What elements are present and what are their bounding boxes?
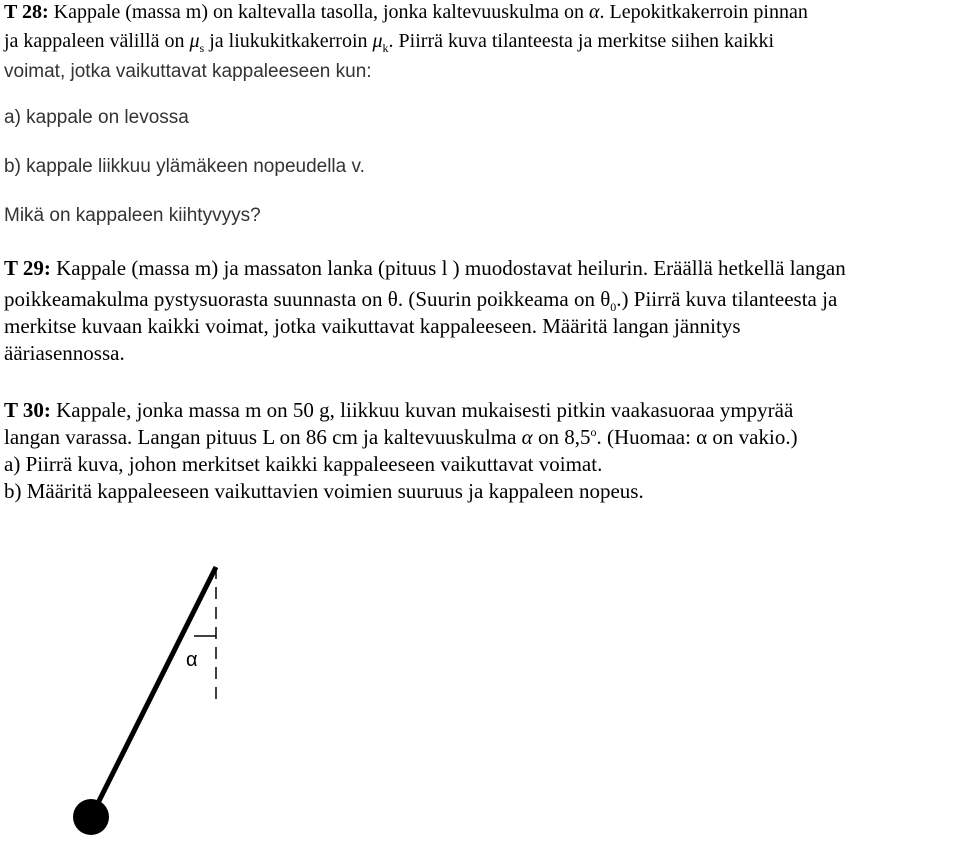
t30-label: T 30: <box>4 398 51 422</box>
t29-line-4: ääriasennossa. <box>4 341 125 365</box>
alpha-symbol: α <box>589 1 600 23</box>
pendulum-bob <box>73 799 109 835</box>
t28-item-b: b) kappale liikkuu ylämäkeen nopeudella v. <box>4 156 365 177</box>
t30-item-a: a) Piirrä kuva, johon merkitset kaikki kappaleeseen vaikuttavat voimat. <box>4 452 603 476</box>
pendulum-string <box>91 567 216 817</box>
t28-item-a: a) kappale on levossa <box>4 107 189 128</box>
t29-line-2: poikkeamakulma pystysuorasta suunnasta on θ. (Suurin poikkeama on $\theta_0$.) Piirrä kuva tilanteesta ja <box>4 287 838 315</box>
t30-line-2: langan varassa. Langan pituus L on 86 cm ja kaltevuuskulma α on 8,5$^o$. (Huomaa: α on vakio.) <box>4 425 798 449</box>
t30-item-b: b) Määritä kappaleeseen vaikuttavien voimien suuruus ja kappaleen nopeus. <box>4 479 644 503</box>
angle-label: α <box>186 649 198 671</box>
t28-label: T 28: <box>4 1 49 23</box>
mu-symbol: μ <box>372 30 383 52</box>
t29-line-3: merkitse kuvaan kaikki voimat, jotka vaikuttavat kappaleeseen. Määritä langan jännitys <box>4 314 741 338</box>
t28-question: Mikä on kappaleen kiihtyvyys? <box>4 205 261 226</box>
mu-symbol: μ <box>189 30 200 52</box>
alpha-symbol: α <box>521 425 533 449</box>
t29-label: T 29: <box>4 256 51 280</box>
t28-line-3: voimat, jotka vaikuttavat kappaleeseen kun: <box>4 61 372 82</box>
t30-line-1: T 30: Kappale, jonka massa m on 50 g, liikkuu kuvan mukaisesti pitkin vaakasuoraa ympyrää <box>4 398 794 422</box>
conical-pendulum-figure <box>0 540 320 853</box>
t29-line-1: T 29: Kappale (massa m) ja massaton lanka (pituus l ) muodostavat heilurin. Eräällä hetkellä langan <box>4 256 846 280</box>
t28-line-2: ja kappaleen välillä on $\mu_s$ ja liukukitkakerroin $\mu_k$. Piirrä kuva tilanteesta ja merkitse siihen kaikki <box>4 30 774 55</box>
t28-line-1: T 28: Kappale (massa m) on kaltevalla tasolla, jonka kaltevuuskulma on α. Lepokitkakerroin pinnan <box>4 1 808 23</box>
